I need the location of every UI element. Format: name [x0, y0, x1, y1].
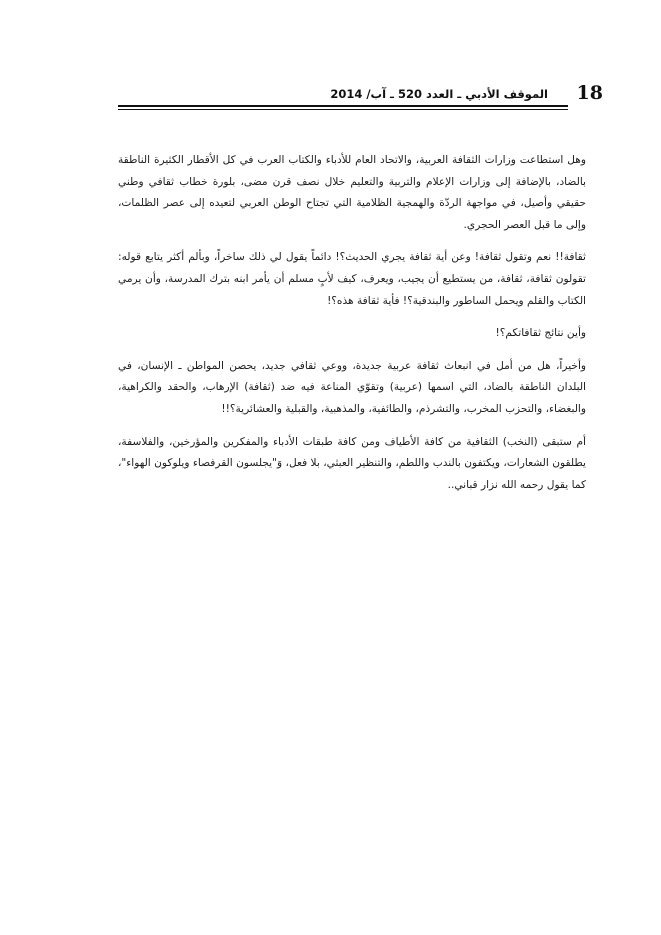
paragraph-3: وأين نتائج ثقافاتكم؟! [495, 327, 586, 340]
header-rule-thin [118, 109, 568, 110]
running-head: الموقف الأدبي ـ العدد 520 ـ آب/ 2014 [330, 87, 548, 101]
header-rule [118, 105, 568, 107]
paragraph-4: وأخيراً، هل من أمل في انبعاث ثقافة عربية جديدة، ووعي ثقافي جديد، يحصن المواطن ـ الإنسان، في البلدان الناطقة بالضاد، التي اسمها (عربية) وتقوّي المناعة فيه ضد (ثقافة) الإرهاب، والحقد والكراهية، والبغضاء، والتحزب المخرب، والتشرذم، والطائفية، والمذهبية، والقبلية والعشائرية؟!! [118, 359, 586, 415]
paragraph-2: ثقافة!! نعم وتقول ثقافة! وعن أية ثقافة يجري الحديث؟! دائماً يقول لي ذلك ساخراً، وبألم أكثر يتابع قوله: تقولون ثقافة، ثقافة، من يستطيع أن يجيب، ويعرف، كيف لأبٍ مسلم أن يأمر ابنه بترك المدرسة، وأن يرمي الكتاب والقلم ويحمل الساطور والبندقية؟! فأية ثقافة هذه؟! [118, 251, 586, 307]
article-body [118, 150, 586, 507]
paragraph-1: وهل استطاعت وزارات الثقافة العربية، والاتحاد العام للأدباء والكتاب العرب في كل الأقطار الكثيرة الناطقة بالضاد، بالإضافة إلى وزارات الإعلام والتربية والتعليم خلال نصف قرن مضى، بلورة خطاب ثقافي وطني حقيقي وأصيل، في مواجهة الردّة والهمجية الظلامية التي تجتاح الوطن العربي لتعيده إلى عصر الظلمات، وإلى ما قبل العصر الحجري. [118, 154, 586, 231]
page-number: 18 [576, 82, 603, 104]
paragraph-5: أم ستبقى (النخب) الثقافية من كافة الأطياف ومن كافة طبقات الأدباء والمفكرين والمؤرخين، والفلاسفة، يطلقون الشعارات، ويكتفون بالندب واللطم، والتنظير العبثي، بلا فعل، وَ"يجلسون القرفصاء ويلوكون الهواء"، كما يقول رحمه الله نزار قباني.. [118, 435, 586, 491]
